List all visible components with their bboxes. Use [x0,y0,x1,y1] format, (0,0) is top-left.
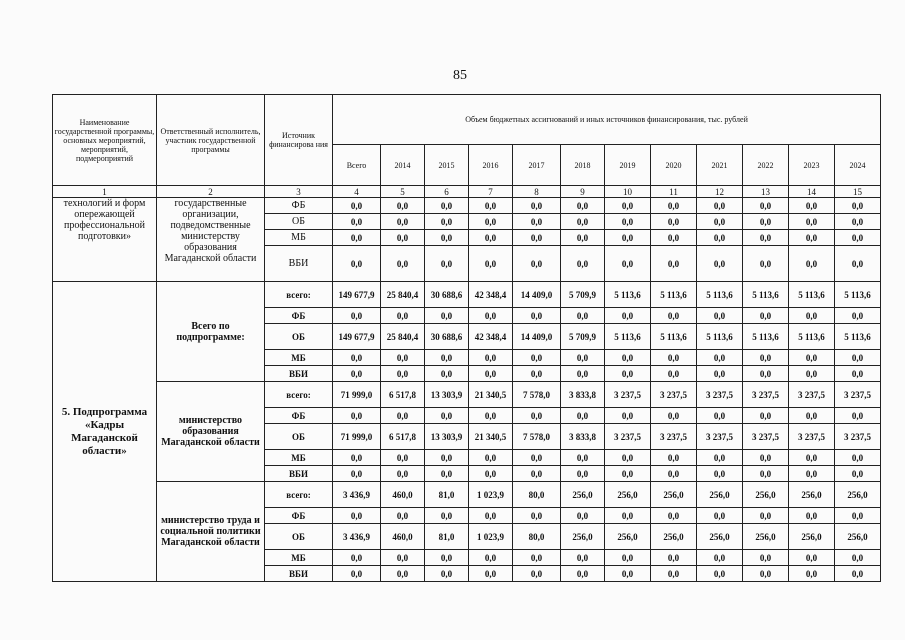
value-cell: 0,0 [789,566,835,582]
value-cell: 0,0 [835,466,881,482]
value-cell: 0,0 [697,246,743,282]
value-cell: 0,0 [333,466,381,482]
value-cell: 5 113,6 [835,324,881,350]
value-cell: 0,0 [743,450,789,466]
source-cell: всего: [265,282,333,308]
table-header [53,95,881,198]
value-cell: 0,0 [425,246,469,282]
value-cell: 71 999,0 [333,382,381,408]
responsible-cell: государственные организации, подведомственные министерству образования Магаданской области [157,198,265,282]
source-cell: ОБ [265,424,333,450]
value-cell: 80,0 [513,524,561,550]
value-cell: 7 578,0 [513,382,561,408]
value-cell: 0,0 [651,214,697,230]
value-cell: 0,0 [513,230,561,246]
source-cell: всего: [265,382,333,408]
value-cell: 0,0 [469,550,513,566]
value-cell: 0,0 [381,214,425,230]
value-cell: 0,0 [513,508,561,524]
source-cell: ВБИ [265,566,333,582]
value-cell: 256,0 [835,482,881,508]
value-cell: 0,0 [561,550,605,566]
value-cell: 256,0 [789,524,835,550]
source-cell: ФБ [265,508,333,524]
value-cell: 3 237,5 [789,382,835,408]
value-cell: 460,0 [381,482,425,508]
value-cell: 0,0 [605,408,651,424]
value-cell: 0,0 [333,198,381,214]
value-cell: 0,0 [425,214,469,230]
value-cell: 3 237,5 [605,424,651,450]
value-cell: 0,0 [605,508,651,524]
column-index-cell: 3 [265,186,333,198]
value-cell: 0,0 [789,198,835,214]
value-cell: 7 578,0 [513,424,561,450]
responsible-cell: министерство образования Магаданской области [157,382,265,482]
value-cell: 5 113,6 [605,282,651,308]
value-cell: 5 113,6 [789,282,835,308]
value-cell: 0,0 [381,198,425,214]
value-cell: 0,0 [789,350,835,366]
value-cell: 0,0 [561,466,605,482]
value-cell: 0,0 [743,408,789,424]
value-cell: 0,0 [425,366,469,382]
year-header-cell: 2020 [651,145,697,186]
value-cell: 0,0 [697,350,743,366]
value-cell: 0,0 [425,408,469,424]
value-cell: 0,0 [835,550,881,566]
value-cell: 256,0 [697,524,743,550]
value-cell: 0,0 [651,366,697,382]
value-cell: 0,0 [651,466,697,482]
column-index-cell: 9 [561,186,605,198]
value-cell: 5 113,6 [605,324,651,350]
value-cell: 0,0 [425,198,469,214]
value-cell: 0,0 [333,230,381,246]
source-cell: МБ [265,550,333,566]
value-cell: 0,0 [835,566,881,582]
value-cell: 0,0 [561,366,605,382]
value-cell: 0,0 [605,350,651,366]
value-cell: 0,0 [561,566,605,582]
value-cell: 0,0 [333,214,381,230]
value-cell: 0,0 [789,508,835,524]
value-cell: 6 517,8 [381,424,425,450]
value-cell: 3 237,5 [651,382,697,408]
value-cell: 0,0 [789,246,835,282]
value-cell: 0,0 [789,308,835,324]
value-cell: 0,0 [469,408,513,424]
value-cell: 0,0 [651,246,697,282]
value-cell: 0,0 [697,508,743,524]
value-cell: 0,0 [605,466,651,482]
value-cell: 0,0 [469,350,513,366]
value-cell: 5 113,6 [789,324,835,350]
budget-table [52,94,881,582]
value-cell: 0,0 [513,450,561,466]
value-cell: 0,0 [469,230,513,246]
value-cell: 0,0 [333,308,381,324]
value-cell: 0,0 [697,450,743,466]
value-cell: 25 840,4 [381,282,425,308]
column-index-cell: 14 [789,186,835,198]
value-cell: 0,0 [381,450,425,466]
responsible-cell: министерство труда и социальной политики Магаданской области [157,482,265,582]
value-cell: 5 113,6 [651,324,697,350]
value-cell: 0,0 [651,450,697,466]
column-index-cell: 7 [469,186,513,198]
page-number: 85 [453,68,467,83]
value-cell: 0,0 [651,408,697,424]
value-cell: 0,0 [425,566,469,582]
value-cell: 0,0 [743,566,789,582]
value-cell: 0,0 [743,246,789,282]
source-cell: МБ [265,450,333,466]
value-cell: 0,0 [381,350,425,366]
value-cell: 0,0 [513,366,561,382]
value-cell: 0,0 [605,450,651,466]
value-cell: 0,0 [469,246,513,282]
value-cell: 0,0 [381,408,425,424]
value-cell: 0,0 [605,198,651,214]
value-cell: 0,0 [333,350,381,366]
value-cell: 0,0 [469,214,513,230]
value-cell: 0,0 [561,230,605,246]
column-index-row [53,186,881,198]
value-cell: 0,0 [381,230,425,246]
value-cell: 0,0 [789,408,835,424]
value-cell: 0,0 [381,550,425,566]
value-cell: 0,0 [381,466,425,482]
value-cell: 0,0 [381,308,425,324]
value-cell: 0,0 [333,408,381,424]
value-cell: 0,0 [469,450,513,466]
header-source: Источник финансирова ния [265,95,333,186]
value-cell: 256,0 [605,524,651,550]
value-cell: 0,0 [561,450,605,466]
source-cell: ОБ [265,524,333,550]
value-cell: 0,0 [697,214,743,230]
value-cell: 0,0 [789,214,835,230]
value-cell: 71 999,0 [333,424,381,450]
value-cell: 14 409,0 [513,282,561,308]
value-cell: 0,0 [697,230,743,246]
year-header-cell: 2024 [835,145,881,186]
value-cell: 21 340,5 [469,424,513,450]
column-index-cell: 6 [425,186,469,198]
value-cell: 5 113,6 [697,324,743,350]
value-cell: 0,0 [513,198,561,214]
value-cell: 0,0 [469,308,513,324]
value-cell: 0,0 [561,246,605,282]
year-header-cell: 2015 [425,145,469,186]
value-cell: 42 348,4 [469,324,513,350]
value-cell: 0,0 [697,198,743,214]
value-cell: 13 303,9 [425,382,469,408]
year-header-cell: 2023 [789,145,835,186]
value-cell: 0,0 [605,566,651,582]
column-index-cell: 5 [381,186,425,198]
value-cell: 0,0 [835,308,881,324]
value-cell: 3 833,8 [561,424,605,450]
value-cell: 21 340,5 [469,382,513,408]
header-name: Наименование государственной программы, основных мероприятий, мероприятий, подмероприятий [53,95,157,186]
value-cell: 5 113,6 [743,282,789,308]
source-cell: МБ [265,350,333,366]
column-index-cell: 11 [651,186,697,198]
source-cell: всего: [265,482,333,508]
value-cell: 256,0 [561,482,605,508]
value-cell: 0,0 [425,350,469,366]
value-cell: 0,0 [561,198,605,214]
value-cell: 0,0 [651,508,697,524]
value-cell: 0,0 [743,214,789,230]
value-cell: 0,0 [425,450,469,466]
value-cell: 0,0 [697,308,743,324]
value-cell: 0,0 [333,246,381,282]
source-cell: ФБ [265,408,333,424]
value-cell: 3 237,5 [835,424,881,450]
value-cell: 0,0 [561,508,605,524]
source-cell: ВБИ [265,246,333,282]
value-cell: 5 113,6 [651,282,697,308]
value-cell: 0,0 [381,366,425,382]
value-cell: 6 517,8 [381,382,425,408]
value-cell: 0,0 [469,198,513,214]
value-cell: 0,0 [513,214,561,230]
value-cell: 0,0 [835,350,881,366]
value-cell: 0,0 [425,550,469,566]
value-cell: 3 237,5 [697,424,743,450]
value-cell: 256,0 [561,524,605,550]
value-cell: 0,0 [605,550,651,566]
value-cell: 0,0 [561,308,605,324]
value-cell: 0,0 [469,508,513,524]
table-row [53,382,881,408]
source-cell: ОБ [265,214,333,230]
value-cell: 256,0 [743,482,789,508]
column-index-cell: 10 [605,186,651,198]
value-cell: 0,0 [333,366,381,382]
column-index-cell: 1 [53,186,157,198]
value-cell: 0,0 [835,198,881,214]
year-header-cell: Всего [333,145,381,186]
year-header-cell: 2016 [469,145,513,186]
value-cell: 3 237,5 [743,424,789,450]
value-cell: 256,0 [651,482,697,508]
year-header-cell: 2017 [513,145,561,186]
value-cell: 0,0 [743,350,789,366]
value-cell: 0,0 [333,550,381,566]
header-volume: Объем бюджетных ассигнований и иных источников финансирования, тыс. рублей [333,95,881,145]
value-cell: 0,0 [789,550,835,566]
value-cell: 3 237,5 [651,424,697,450]
value-cell: 3 436,9 [333,524,381,550]
value-cell: 1 023,9 [469,524,513,550]
value-cell: 3 237,5 [835,382,881,408]
value-cell: 0,0 [651,230,697,246]
value-cell: 0,0 [835,408,881,424]
value-cell: 14 409,0 [513,324,561,350]
value-cell: 0,0 [697,408,743,424]
column-index-cell: 12 [697,186,743,198]
value-cell: 0,0 [651,308,697,324]
value-cell: 0,0 [835,230,881,246]
value-cell: 0,0 [651,566,697,582]
responsible-cell: Всего по подпрограмме: [157,282,265,382]
value-cell: 0,0 [789,450,835,466]
value-cell: 0,0 [743,198,789,214]
value-cell: 3 833,8 [561,382,605,408]
table-row [53,482,881,508]
value-cell: 0,0 [333,566,381,582]
value-cell: 0,0 [605,214,651,230]
value-cell: 0,0 [743,366,789,382]
value-cell: 3 436,9 [333,482,381,508]
value-cell: 0,0 [835,214,881,230]
value-cell: 5 709,9 [561,282,605,308]
value-cell: 256,0 [835,524,881,550]
value-cell: 0,0 [561,350,605,366]
value-cell: 0,0 [333,450,381,466]
value-cell: 149 677,9 [333,282,381,308]
value-cell: 0,0 [789,366,835,382]
value-cell: 5 113,6 [835,282,881,308]
value-cell: 460,0 [381,524,425,550]
source-cell: ВБИ [265,466,333,482]
value-cell: 3 237,5 [605,382,651,408]
value-cell: 0,0 [835,508,881,524]
source-cell: ВБИ [265,366,333,382]
year-header-cell: 2021 [697,145,743,186]
value-cell: 3 237,5 [743,382,789,408]
subprogram-name-cell: 5. Подпрограмма «Кадры Магаданской области» [53,282,157,582]
source-cell: ФБ [265,308,333,324]
column-index-cell: 8 [513,186,561,198]
column-index-cell: 15 [835,186,881,198]
program-name-cell: технологий и форм опережающей профессиональной подготовки» [53,198,157,282]
value-cell: 5 113,6 [697,282,743,308]
value-cell: 0,0 [513,550,561,566]
table-row [53,282,881,308]
value-cell: 0,0 [605,246,651,282]
value-cell: 0,0 [513,408,561,424]
year-header-cell: 2014 [381,145,425,186]
value-cell: 80,0 [513,482,561,508]
value-cell: 0,0 [743,550,789,566]
value-cell: 0,0 [743,308,789,324]
value-cell: 30 688,6 [425,324,469,350]
value-cell: 0,0 [561,214,605,230]
value-cell: 0,0 [469,466,513,482]
value-cell: 5 113,6 [743,324,789,350]
year-header-cell: 2018 [561,145,605,186]
value-cell: 3 237,5 [697,382,743,408]
value-cell: 0,0 [333,508,381,524]
value-cell: 25 840,4 [381,324,425,350]
value-cell: 0,0 [513,466,561,482]
value-cell: 0,0 [469,366,513,382]
value-cell: 0,0 [425,508,469,524]
value-cell: 0,0 [425,308,469,324]
value-cell: 0,0 [651,198,697,214]
value-cell: 149 677,9 [333,324,381,350]
value-cell: 42 348,4 [469,282,513,308]
value-cell: 0,0 [605,308,651,324]
value-cell: 0,0 [835,450,881,466]
value-cell: 3 237,5 [789,424,835,450]
value-cell: 0,0 [835,366,881,382]
column-index-cell: 13 [743,186,789,198]
value-cell: 0,0 [651,550,697,566]
value-cell: 256,0 [651,524,697,550]
value-cell: 0,0 [605,230,651,246]
column-index-cell: 4 [333,186,381,198]
value-cell: 256,0 [789,482,835,508]
value-cell: 0,0 [425,466,469,482]
value-cell: 0,0 [789,230,835,246]
value-cell: 30 688,6 [425,282,469,308]
value-cell: 0,0 [743,230,789,246]
value-cell: 0,0 [513,566,561,582]
value-cell: 0,0 [561,408,605,424]
value-cell: 13 303,9 [425,424,469,450]
year-header-cell: 2022 [743,145,789,186]
value-cell: 0,0 [835,246,881,282]
value-cell: 81,0 [425,482,469,508]
value-cell: 0,0 [789,466,835,482]
value-cell: 0,0 [697,550,743,566]
value-cell: 0,0 [513,350,561,366]
source-cell: ОБ [265,324,333,350]
value-cell: 0,0 [743,508,789,524]
column-index-cell: 2 [157,186,265,198]
source-cell: ФБ [265,198,333,214]
value-cell: 256,0 [605,482,651,508]
value-cell: 0,0 [697,466,743,482]
value-cell: 81,0 [425,524,469,550]
year-header-cell: 2019 [605,145,651,186]
table-body [53,198,881,582]
value-cell: 0,0 [469,566,513,582]
header-responsible: Ответственный исполнитель, участник государственной программы [157,95,265,186]
value-cell: 5 709,9 [561,324,605,350]
value-cell: 0,0 [697,366,743,382]
source-cell: МБ [265,230,333,246]
value-cell: 0,0 [381,508,425,524]
value-cell: 0,0 [513,308,561,324]
value-cell: 0,0 [605,366,651,382]
table-row [53,198,881,214]
value-cell: 0,0 [743,466,789,482]
value-cell: 0,0 [697,566,743,582]
value-cell: 1 023,9 [469,482,513,508]
value-cell: 0,0 [381,566,425,582]
value-cell: 256,0 [697,482,743,508]
value-cell: 0,0 [651,350,697,366]
value-cell: 0,0 [425,230,469,246]
value-cell: 0,0 [381,246,425,282]
value-cell: 256,0 [743,524,789,550]
value-cell: 0,0 [513,246,561,282]
